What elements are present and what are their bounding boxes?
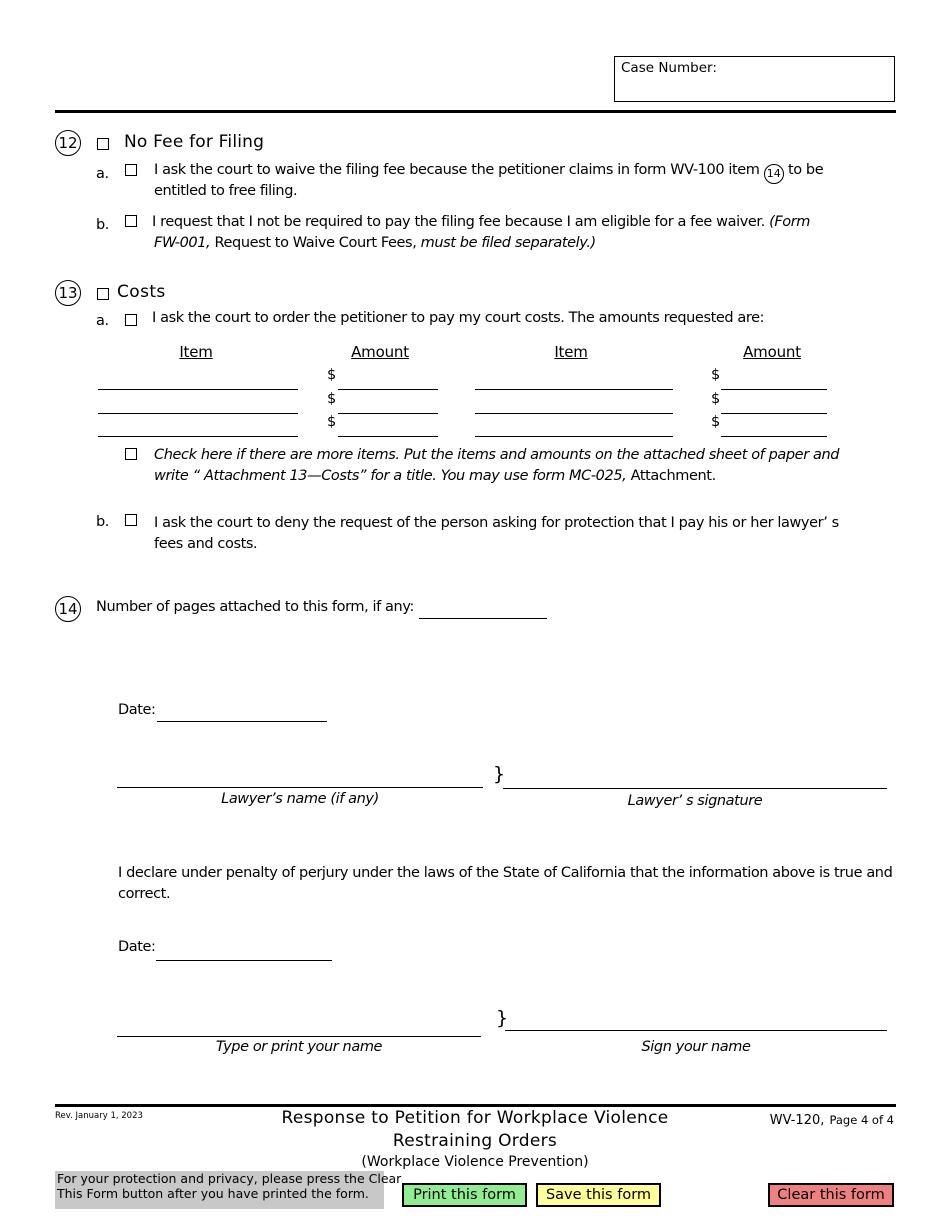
cost-item-field[interactable] xyxy=(98,413,298,414)
pages-attached-label: Number of pages attached to this form, if any: xyxy=(96,599,414,615)
fw-001-note: must be filed separately.) xyxy=(420,235,596,251)
page-number: Page 4 of 4 xyxy=(829,1113,894,1127)
more-items-text-line1: Check here if there are more items. Put the items and amounts on the attached sheet of paper and xyxy=(154,447,840,463)
no-fee-a-marker: a. xyxy=(96,166,109,182)
form-subtitle: (Workplace Violence Prevention) xyxy=(361,1154,589,1170)
sign-name-caption: Sign your name xyxy=(641,1039,751,1055)
costs-b-text-line1: I ask the court to deny the request of the person asking for protection that I pay his or her lawyer’ s xyxy=(154,515,839,531)
costs-a-marker: a. xyxy=(96,313,109,329)
cost-item-field[interactable] xyxy=(475,413,673,414)
lawyer-name-field[interactable] xyxy=(117,787,483,788)
lawyer-signature-caption: Lawyer’ s signature xyxy=(627,793,763,809)
cost-amount-field[interactable] xyxy=(721,413,827,414)
declaration-line1: I declare under penalty of perjury under the laws of the State of California that the information above is true and xyxy=(118,865,893,881)
form-title-line1: Response to Petition for Workplace Violence xyxy=(281,1108,669,1128)
costs-col-amount-1: Amount xyxy=(351,343,409,361)
case-number-box[interactable] xyxy=(614,56,895,102)
cost-amount-field[interactable] xyxy=(721,389,827,390)
cost-item-field[interactable] xyxy=(475,389,673,390)
item-number-14: 14 xyxy=(55,596,81,622)
fw-001-title: Request to Waive Court Fees, xyxy=(214,235,417,251)
currency-sign: $ xyxy=(711,414,720,430)
save-form-button[interactable]: Save this form xyxy=(536,1183,661,1207)
no-fee-a-checkbox[interactable] xyxy=(125,164,137,176)
cost-amount-field[interactable] xyxy=(338,389,438,390)
declarant-date-field[interactable] xyxy=(156,960,332,961)
currency-sign: $ xyxy=(327,391,336,407)
revision-date: Rev. January 1, 2023 xyxy=(55,1111,143,1121)
currency-sign: $ xyxy=(711,391,720,407)
fw-001-ref: FW-001, xyxy=(154,235,211,251)
item-ref-14: 14 xyxy=(764,164,784,184)
no-fee-a-text-line2: entitled to free filing. xyxy=(154,183,298,199)
case-number-label: Case Number: xyxy=(621,60,717,76)
no-fee-title: No Fee for Filing xyxy=(124,132,265,152)
form-id: WV-120, xyxy=(769,1113,825,1128)
lawyer-name-caption: Lawyer’s name (if any) xyxy=(221,791,379,807)
cost-amount-field[interactable] xyxy=(721,436,827,437)
costs-title: Costs xyxy=(117,282,166,302)
form-title-line2: Restraining Orders xyxy=(392,1131,558,1151)
costs-b-checkbox[interactable] xyxy=(125,514,137,526)
currency-sign: $ xyxy=(327,367,336,383)
item-number-12: 12 xyxy=(55,130,81,156)
more-items-text-part2: Attachment. xyxy=(630,468,716,484)
costs-col-item-2: Item xyxy=(554,343,588,361)
signature-field[interactable] xyxy=(505,1030,887,1031)
footer-rule xyxy=(55,1104,896,1107)
cost-amount-field[interactable] xyxy=(338,436,438,437)
date-label: Date: xyxy=(118,939,156,955)
declaration-line2: correct. xyxy=(118,886,171,902)
brace: } xyxy=(496,1007,509,1029)
privacy-notice-line1: For your protection and privacy, please press the Clear xyxy=(57,1171,402,1186)
type-name-caption: Type or print your name xyxy=(215,1039,383,1055)
no-fee-a-text-part2: to be xyxy=(787,162,824,178)
cost-item-field[interactable] xyxy=(98,436,298,437)
clear-form-button[interactable]: Clear this form xyxy=(768,1183,894,1207)
no-fee-b-text-part1: I request that I not be required to pay the filing fee because I am eligible for a fee waiver. xyxy=(152,214,765,230)
lawyer-date-field[interactable] xyxy=(157,721,327,722)
no-fee-b-marker: b. xyxy=(96,217,110,233)
form-id-page xyxy=(770,1109,894,1128)
cost-item-field[interactable] xyxy=(98,389,298,390)
costs-checkbox[interactable] xyxy=(97,288,109,300)
privacy-notice xyxy=(55,1171,402,1209)
lawyer-signature-field[interactable] xyxy=(503,788,887,789)
more-items-checkbox[interactable] xyxy=(125,448,137,460)
cost-item-field[interactable] xyxy=(475,436,673,437)
brace: } xyxy=(493,763,506,785)
item-number-13: 13 xyxy=(55,280,81,306)
costs-b-marker: b. xyxy=(96,514,110,530)
no-fee-a-text-part1: I ask the court to waive the filing fee because the petitioner claims in form WV-100 item xyxy=(154,162,760,178)
currency-sign: $ xyxy=(711,367,720,383)
pages-attached-field[interactable] xyxy=(419,618,547,619)
no-fee-b-text-part2: (Form xyxy=(769,214,811,230)
print-form-button[interactable]: Print this form xyxy=(402,1183,527,1207)
more-items-text-line2 xyxy=(154,466,716,487)
cost-amount-field[interactable] xyxy=(338,413,438,414)
no-fee-checkbox[interactable] xyxy=(97,138,109,150)
more-items-text-part1: write “ Attachment 13—Costs” for a title. You may use form MC-025, xyxy=(154,468,627,484)
no-fee-b-checkbox[interactable] xyxy=(125,215,137,227)
date-label: Date: xyxy=(118,702,156,718)
costs-a-checkbox[interactable] xyxy=(125,314,137,326)
costs-col-amount-2: Amount xyxy=(743,343,801,361)
costs-b-text-line2: fees and costs. xyxy=(154,536,258,552)
no-fee-b-text-line1 xyxy=(152,212,810,233)
currency-sign: $ xyxy=(327,414,336,430)
privacy-notice-line2: This Form button after you have printed the form. xyxy=(57,1186,369,1201)
costs-a-text: I ask the court to order the petitioner to pay my court costs. The amounts requested are: xyxy=(152,310,765,326)
header-rule xyxy=(55,110,896,113)
no-fee-b-text-line2 xyxy=(154,233,596,254)
costs-col-item-1: Item xyxy=(179,343,213,361)
